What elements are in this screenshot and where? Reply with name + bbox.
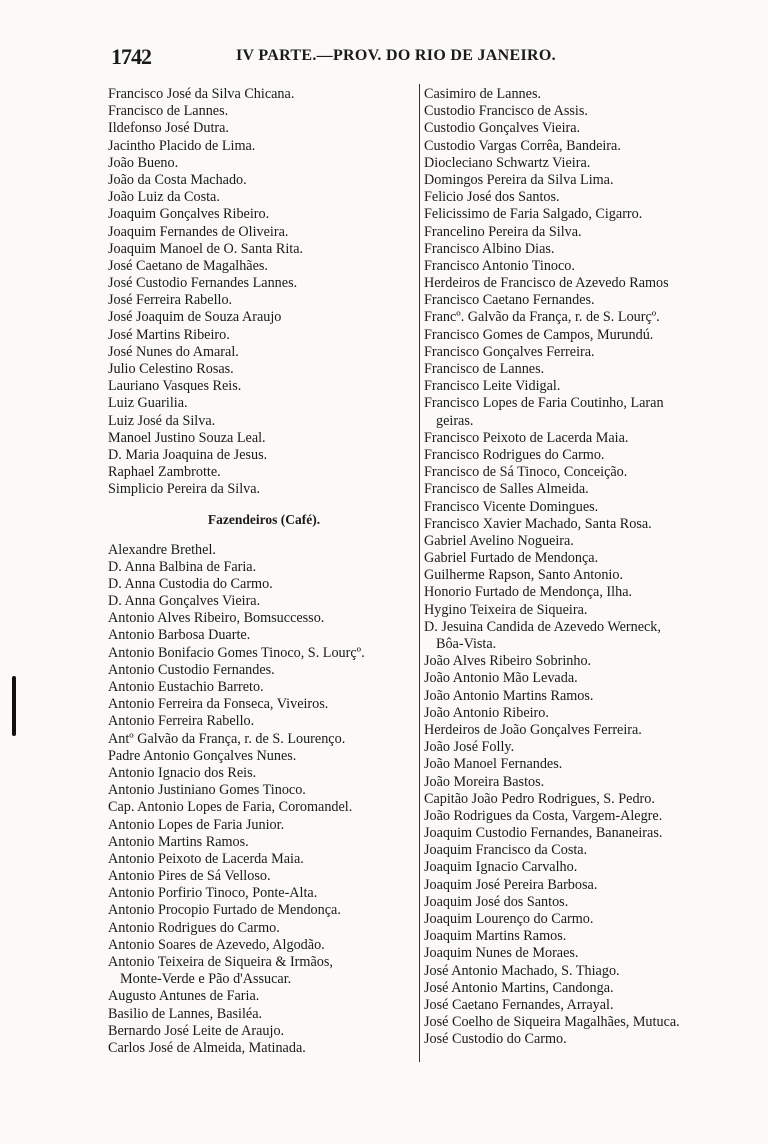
- list-item: Gabriel Furtado de Mendonça.: [424, 550, 599, 567]
- list-item: Lauriano Vasques Reis.: [108, 378, 242, 395]
- list-item: Antonio Peixoto de Lacerda Maia.: [108, 850, 304, 867]
- margin-mark: [12, 676, 16, 736]
- list-item: Francº. Galvão da França, r. de S. Lourçº.: [424, 309, 660, 326]
- list-item: Francelino Pereira da Silva.: [424, 223, 582, 240]
- list-item: Antonio Bonifacio Gomes Tinoco, S. Lourçº.: [108, 644, 365, 661]
- list-item: Antº Galvão da França, r. de S. Lourenço.: [108, 730, 346, 747]
- list-item: Francisco Leite Vidigal.: [424, 378, 561, 395]
- list-item: João José Folly.: [424, 739, 515, 756]
- list-item: Joaquim Gonçalves Ribeiro.: [108, 206, 270, 223]
- list-item: Francisco Lopes de Faria Coutinho, Laran: [424, 395, 664, 412]
- list-item: Diocleciano Schwartz Vieira.: [424, 154, 591, 171]
- list-item: Antonio Eustachio Barreto.: [108, 679, 264, 695]
- list-item: João Bueno.: [108, 154, 179, 171]
- list-item: Simplicio Pereira da Silva.: [108, 481, 261, 498]
- list-item: Antonio Ferreira da Fonseca, Viveiros.: [108, 696, 329, 713]
- left-section-list: [108, 542, 420, 1058]
- list-item: Raphael Zambrotte.: [108, 464, 221, 481]
- list-item: Francisco Gomes de Campos, Murundú.: [424, 326, 654, 343]
- right-list: [424, 86, 762, 1049]
- list-item: Julio Celestino Rosas.: [108, 361, 234, 377]
- list-item: Antonio Martins Ramos.: [108, 833, 249, 850]
- list-item: D. Jesuina Candida de Azevedo Werneck,: [424, 618, 661, 635]
- list-item: Antonio Teixeira de Siqueira & Irmãos,: [108, 954, 333, 970]
- list-item: Antonio Porfirio Tinoco, Ponte-Alta.: [108, 885, 318, 902]
- page-header: [111, 44, 611, 70]
- list-item: José Martins Ribeiro.: [108, 326, 230, 343]
- list-item: Francisco de Lannes.: [108, 103, 229, 120]
- list-item: Joaquim Nunes de Moraes.: [424, 945, 579, 962]
- list-item: Ildefonso José Dutra.: [108, 120, 229, 137]
- list-item: João Antonio Ribeiro.: [424, 704, 549, 721]
- list-item: Domingos Pereira da Silva Lima.: [424, 171, 614, 188]
- list-item: José Antonio Martins, Candonga.: [424, 979, 614, 996]
- running-title: IV PARTE.—PROV. DO RIO DE JANEIRO.: [236, 47, 556, 64]
- list-item: Monte-Verde e Pão d'Assucar.: [120, 971, 292, 988]
- list-item: D. Maria Joaquina de Jesus.: [108, 446, 268, 463]
- list-item: Joaquim Martins Ramos.: [424, 928, 567, 945]
- list-item: Herdeiros de Francisco de Azevedo Ramos: [424, 275, 669, 292]
- list-item: João Manoel Fernandes.: [424, 756, 563, 773]
- list-item: Capitão João Pedro Rodrigues, S. Pedro.: [424, 790, 655, 807]
- list-item: Carlos José de Almeida, Matinada.: [108, 1039, 306, 1056]
- list-item: Antonio Rodrigues do Carmo.: [108, 919, 280, 936]
- section-heading: Fazendeiros (Café).: [207, 511, 321, 527]
- list-item: Francisco de Lannes.: [424, 361, 545, 377]
- left-top-list: [108, 86, 420, 499]
- list-item: Joaquim Custodio Fernandes, Bananeiras.: [424, 825, 663, 842]
- page-number: 1742: [111, 44, 151, 69]
- list-item: Padre Antonio Gonçalves Nunes.: [108, 747, 297, 764]
- list-item: Antonio Ignacio dos Reis.: [108, 764, 257, 781]
- list-item: Cap. Antonio Lopes de Faria, Coromandel.: [108, 799, 353, 816]
- list-item: José Coelho de Siqueira Magalhães, Mutuca.: [424, 1014, 680, 1031]
- list-item: Casimiro de Lannes.: [424, 86, 542, 102]
- list-item: Custodio Gonçalves Vieira.: [424, 120, 581, 137]
- list-item: Joaquim Lourenço do Carmo.: [424, 911, 594, 927]
- list-item: Francisco Caetano Fernandes.: [424, 292, 595, 309]
- list-item: Antonio Pires de Sá Velloso.: [108, 868, 271, 885]
- list-item: José Nunes do Amaral.: [108, 343, 239, 360]
- list-item: João Rodrigues da Costa, Vargem-Alegre.: [424, 807, 663, 824]
- list-item: Francisco Antonio Tinoco.: [424, 257, 575, 274]
- list-item: José Custodio Fernandes Lannes.: [108, 275, 298, 292]
- list-item: Guilherme Rapson, Santo Antonio.: [424, 567, 624, 584]
- list-item: José Caetano Fernandes, Arrayal.: [424, 996, 614, 1013]
- list-item: Francisco de Salles Almeida.: [424, 481, 589, 498]
- list-item: Jacintho Placido de Lima.: [108, 137, 256, 154]
- list-item: Custodio Francisco de Assis.: [424, 103, 588, 120]
- list-item: Manoel Justino Souza Leal.: [108, 429, 266, 446]
- list-item: Joaquim José Pereira Barbosa.: [424, 876, 598, 893]
- list-item: João Luiz da Costa.: [108, 189, 220, 206]
- list-item: D. Anna Gonçalves Vieira.: [108, 593, 261, 610]
- list-item: Antonio Lopes de Faria Junior.: [108, 816, 285, 833]
- list-item: D. Anna Balbina de Faria.: [108, 558, 257, 575]
- list-item: João Moreira Bastos.: [424, 773, 545, 790]
- list-item: Antonio Custodio Fernandes.: [108, 661, 275, 678]
- list-item: Joaquim Francisco da Costa.: [424, 842, 588, 859]
- list-item: João Antonio Mão Levada.: [424, 670, 578, 687]
- list-item: Augusto Antunes de Faria.: [108, 988, 260, 1005]
- list-item: Antonio Barbosa Duarte.: [108, 627, 251, 644]
- list-item: João Antonio Martins Ramos.: [424, 687, 594, 704]
- list-item: Joaquim Ignacio Carvalho.: [424, 859, 578, 876]
- list-item: João Alves Ribeiro Sobrinho.: [424, 653, 592, 670]
- list-item: José Ferreira Rabello.: [108, 292, 233, 309]
- list-item: Francisco José da Silva Chicana.: [108, 86, 295, 102]
- list-item: Alexandre Brethel.: [108, 541, 216, 558]
- list-item: Custodio Vargas Corrêa, Bandeira.: [424, 137, 621, 154]
- list-item: Antonio Ferreira Rabello.: [108, 713, 255, 730]
- list-item: Joaquim Manoel de O. Santa Rita.: [108, 240, 304, 257]
- list-item: Bernardo José Leite de Araujo.: [108, 1022, 285, 1039]
- list-item: José Joaquim de Souza Araujo: [108, 309, 282, 326]
- list-item: Francisco Albino Dias.: [424, 240, 555, 257]
- list-item: José Antonio Machado, S. Thiago.: [424, 962, 620, 979]
- list-item: Bôa-Vista.: [436, 636, 497, 652]
- list-item: Francisco Peixoto de Lacerda Maia.: [424, 429, 629, 446]
- list-item: geiras.: [436, 412, 474, 429]
- list-item: Felicio José dos Santos.: [424, 189, 560, 206]
- list-item: Luiz José da Silva.: [108, 412, 216, 429]
- list-item: Antonio Alves Ribeiro, Bomsuccesso.: [108, 610, 325, 627]
- list-item: Antonio Justiniano Gomes Tinoco.: [108, 782, 306, 799]
- list-item: Gabriel Avelino Nogueira.: [424, 532, 574, 549]
- list-item: José Custodio do Carmo.: [424, 1031, 567, 1048]
- list-item: Luiz Guarilia.: [108, 395, 188, 412]
- list-item: Basilio de Lannes, Basiléa.: [108, 1005, 263, 1022]
- list-item: Felicissimo de Faria Salgado, Cigarro.: [424, 206, 643, 223]
- right-column: [424, 86, 762, 1049]
- list-item: Honorio Furtado de Mendonça, Ilha.: [424, 584, 633, 601]
- list-item: Herdeiros de João Gonçalves Ferreira.: [424, 721, 642, 738]
- list-item: D. Anna Custodia do Carmo.: [108, 575, 273, 592]
- list-item: Francisco Gonçalves Ferreira.: [424, 343, 595, 360]
- list-item: Francisco Vicente Domingues.: [424, 498, 599, 515]
- list-item: Antonio Soares de Azevedo, Algodão.: [108, 936, 325, 953]
- list-item: João da Costa Machado.: [108, 171, 247, 188]
- list-item: Francisco Rodrigues do Carmo.: [424, 446, 605, 463]
- list-item: Francisco de Sá Tinoco, Conceição.: [424, 464, 628, 481]
- list-item: Hygino Teixeira de Siqueira.: [424, 601, 588, 618]
- left-column: [108, 86, 420, 1057]
- list-item: Joaquim José dos Santos.: [424, 893, 569, 910]
- list-item: José Caetano de Magalhães.: [108, 257, 268, 274]
- list-item: Antonio Procopio Furtado de Mendonça.: [108, 902, 341, 919]
- list-item: Francisco Xavier Machado, Santa Rosa.: [424, 515, 652, 532]
- list-item: Joaquim Fernandes de Oliveira.: [108, 223, 289, 240]
